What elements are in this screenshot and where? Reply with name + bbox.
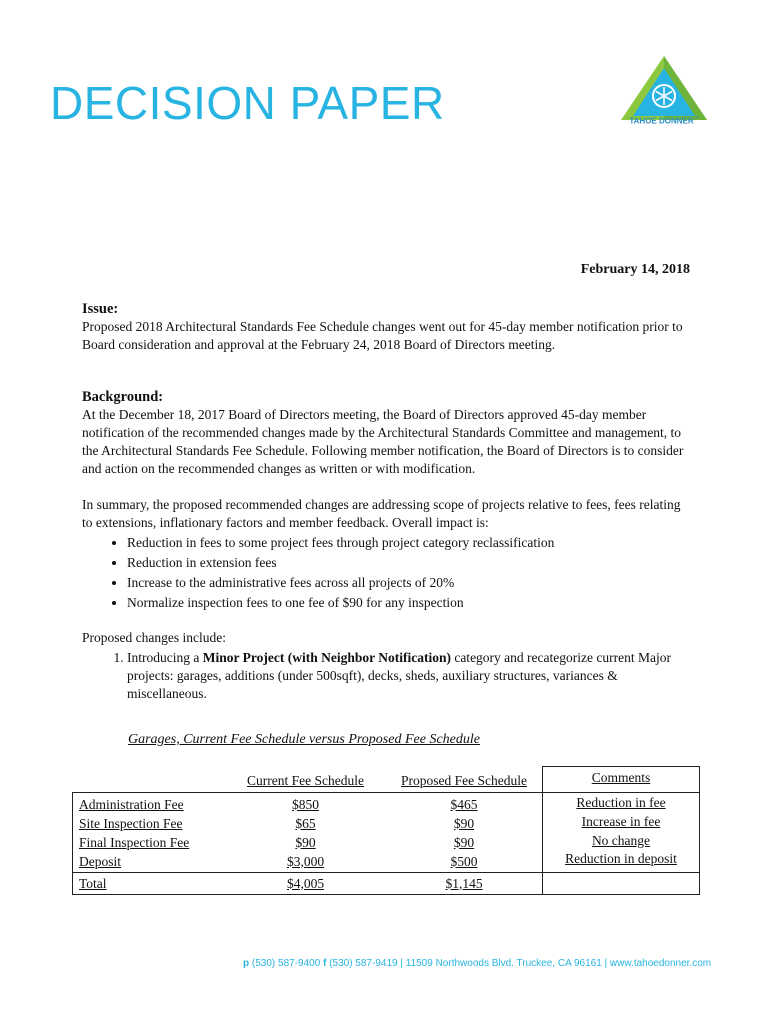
fee-table <box>72 766 700 895</box>
background-paragraph-2: In summary, the proposed recommended changes are addressing scope of projects relative to fees, fees relating to extensions, inflationary factors and member feedback. Overall impact is: <box>82 497 681 530</box>
changes-intro: Proposed changes include: <box>82 630 226 645</box>
background-section <box>82 388 692 703</box>
table-row: Final Inspection Fee $90 $90 No change <box>73 832 700 851</box>
list-item: • Reduction in extension fees <box>127 554 692 572</box>
list-item: 1. Introducing a Minor Project (with Neighbor Notification) category and recategorize current Major projects: garages, additions (under 500sqft), decks, sheds, auxiliary structures, variances & miscellaneous. <box>127 649 692 703</box>
background-heading: Background: <box>82 389 164 405</box>
issue-text: Proposed 2018 Architectural Standards Fee Schedule changes went out for 45-day member notification prior to Board consideration and approval at the February 24, 2018 Board of Directors meeting. <box>82 319 683 352</box>
table-row: Deposit $3,000 $500 Reduction in deposit <box>73 851 700 873</box>
impact-list <box>82 534 692 612</box>
table-row: Site Inspection Fee $65 $90 Increase in fee <box>73 813 700 832</box>
header-proposed: Proposed Fee Schedule <box>401 772 527 788</box>
issue-section <box>82 300 692 354</box>
header-comments: Comments <box>591 770 651 785</box>
footer-contact: p (530) 587-9400 f (530) 587-9419 | 11509 Northwoods Blvd. Truckee, CA 96161 | www.tahoedonner.com <box>243 958 712 969</box>
table-caption: Garages, Current Fee Schedule versus Proposed Fee Schedule <box>128 732 480 747</box>
table-total-row: Total $4,005 $1,145 <box>73 872 700 894</box>
issue-heading: Issue: <box>82 301 119 317</box>
page-title: DECISION PAPER <box>50 77 445 129</box>
logo-wordmark: TAHOE DONNER™ <box>629 116 699 126</box>
document-date: February 14, 2018 <box>580 262 690 277</box>
header-current: Current Fee Schedule <box>247 772 364 788</box>
list-item: • Normalize inspection fees to one fee of $90 for any inspection <box>127 594 692 612</box>
list-item: • Increase to the administrative fees across all projects of 20% <box>127 574 692 592</box>
background-paragraph-1: At the December 18, 2017 Board of Directors meeting, the Board of Directors approved 45-day member notification of the recommended changes made by the Architectural Standards Committee and management, to the Architectural Standards Fee Schedule. Following member notification, the Board of Directors is to consider and action on the recommended changes as written or with modification. <box>82 407 684 476</box>
list-item: • Reduction in fees to some project fees through project category reclassification <box>127 534 692 552</box>
changes-list <box>82 649 692 703</box>
table-row: Administration Fee $850 $465 Reduction in fee <box>73 792 700 813</box>
